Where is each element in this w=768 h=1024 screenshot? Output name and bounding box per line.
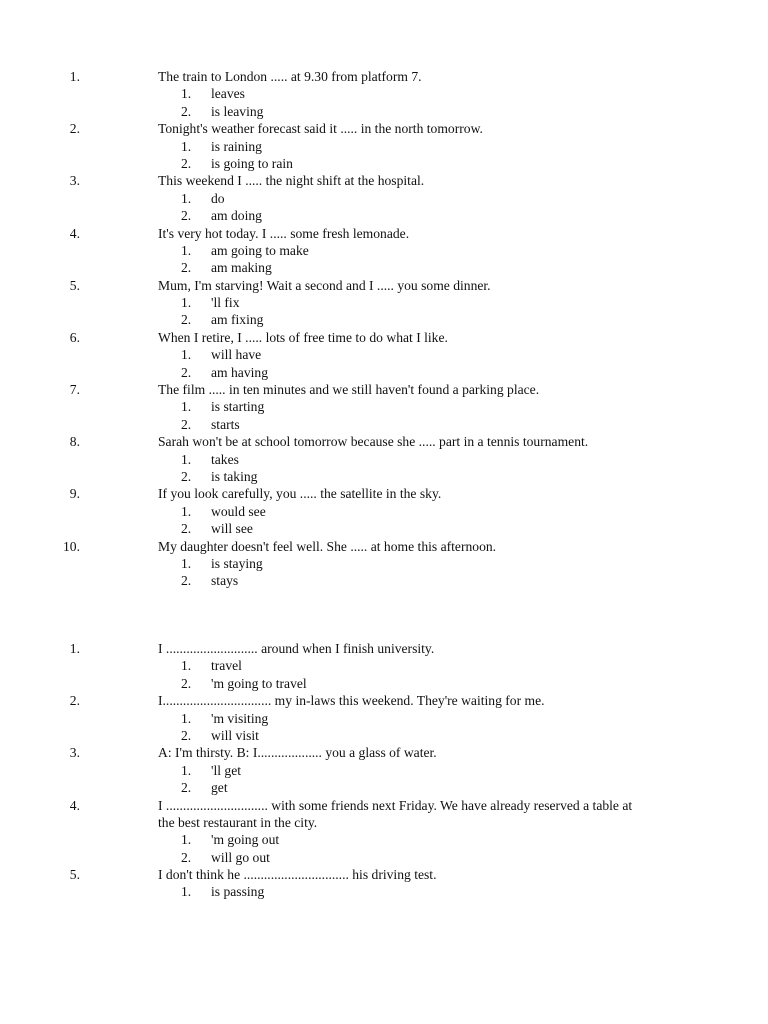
question-row <box>0 329 700 346</box>
question-text: Mum, I'm starving! Wait a second and I ..... you some dinner. <box>158 277 491 293</box>
option-number: 2. <box>181 468 192 484</box>
answer-option <box>0 190 700 207</box>
option-text: starts <box>211 416 240 432</box>
option-number: 2. <box>181 416 192 432</box>
question-text: When I retire, I ..... lots of free time to do what I like. <box>158 329 448 345</box>
option-text: do <box>211 190 225 206</box>
question-number: 4. <box>69 797 80 813</box>
question-text: I................................ my in-laws this weekend. They're waiting for me. <box>158 693 545 709</box>
question-row <box>0 277 700 294</box>
option-number: 2. <box>181 727 192 743</box>
option-text: travel <box>211 658 242 674</box>
answer-option <box>0 883 700 900</box>
question-number: 8. <box>69 434 80 450</box>
option-number: 1. <box>181 884 192 900</box>
option-text: am going to make <box>211 242 309 258</box>
question-row <box>0 225 700 242</box>
answer-option <box>0 294 700 311</box>
answer-option <box>0 710 700 727</box>
answer-option <box>0 468 700 485</box>
option-number: 1. <box>181 555 192 571</box>
option-number: 2. <box>181 208 192 224</box>
question-text: I don't think he ............................... his driving test. <box>158 867 437 883</box>
question-number: 9. <box>69 486 80 502</box>
option-text: is leaving <box>211 103 264 119</box>
option-text: will have <box>211 347 262 363</box>
answer-option <box>0 762 700 779</box>
option-text: takes <box>211 451 239 467</box>
answer-option <box>0 259 700 276</box>
answer-option <box>0 675 700 692</box>
question-number: 2. <box>69 121 80 137</box>
option-number: 1. <box>181 762 192 778</box>
answer-option <box>0 727 700 744</box>
option-text: is staying <box>211 555 263 571</box>
answer-option <box>0 85 700 102</box>
question-text: My daughter doesn't feel well. She ..... at home this afternoon. <box>158 538 497 554</box>
option-text: stays <box>211 573 239 589</box>
question-text: A: I'm thirsty. B: I................... you a glass of water. <box>158 745 437 761</box>
question-number: 3. <box>69 173 80 189</box>
option-text: is taking <box>211 468 258 484</box>
question-number: 10. <box>63 538 80 554</box>
answer-option <box>0 207 700 224</box>
option-number: 1. <box>181 86 192 102</box>
option-number: 1. <box>181 399 192 415</box>
option-number: 2. <box>181 675 192 691</box>
option-number: 2. <box>181 780 192 796</box>
option-number: 1. <box>181 190 192 206</box>
answer-option <box>0 346 700 363</box>
option-text: 'm visiting <box>211 710 269 726</box>
question-row <box>0 433 700 450</box>
question-row <box>0 485 700 502</box>
question-text: The train to London ..... at 9.30 from platform 7. <box>158 69 422 84</box>
option-text: am doing <box>211 208 262 224</box>
question-number: 5. <box>69 277 80 293</box>
option-text: will go out <box>211 849 270 865</box>
option-text: get <box>211 780 228 796</box>
option-number: 1. <box>181 242 192 258</box>
option-number: 2. <box>181 521 192 537</box>
question-row <box>0 120 700 137</box>
option-number: 1. <box>181 138 192 154</box>
option-text: leaves <box>211 86 245 102</box>
question-row <box>0 797 700 832</box>
option-text: will see <box>211 521 253 537</box>
option-number: 1. <box>181 451 192 467</box>
question-text: The film ..... in ten minutes and we still haven't found a parking place. <box>158 382 540 398</box>
question-text: I .............................. with some friends next Friday. We have already reserved a table at the best restaurant in the city. <box>158 797 633 830</box>
option-number: 2. <box>181 573 192 589</box>
option-number: 1. <box>181 503 192 519</box>
answer-option <box>0 155 700 172</box>
question-text: It's very hot today. I ..... some fresh lemonade. <box>158 225 410 241</box>
option-number: 1. <box>181 710 192 726</box>
exercise-section-2 <box>0 640 700 901</box>
option-number: 2. <box>181 364 192 380</box>
question-number: 2. <box>69 693 80 709</box>
answer-option <box>0 831 700 848</box>
question-number: 5. <box>69 867 80 883</box>
option-text: will visit <box>211 727 259 743</box>
question-number: 3. <box>69 745 80 761</box>
question-row <box>0 381 700 398</box>
option-text: is going to rain <box>211 155 293 171</box>
option-text: am having <box>211 364 269 380</box>
answer-option <box>0 311 700 328</box>
option-number: 1. <box>181 658 192 674</box>
answer-option <box>0 572 700 589</box>
answer-option <box>0 451 700 468</box>
option-text: 'll get <box>211 762 242 778</box>
option-text: am fixing <box>211 312 264 328</box>
option-number: 1. <box>181 295 192 311</box>
option-number: 2. <box>181 155 192 171</box>
question-text: If you look carefully, you ..... the satellite in the sky. <box>158 486 442 502</box>
option-number: 2. <box>181 260 192 276</box>
option-text: am making <box>211 260 272 276</box>
option-number: 2. <box>181 312 192 328</box>
option-text: 'll fix <box>211 295 240 311</box>
question-row <box>0 744 700 761</box>
question-number: 1. <box>69 641 80 656</box>
answer-option <box>0 503 700 520</box>
answer-option <box>0 416 700 433</box>
question-text: Tonight's weather forecast said it ..... in the north tomorrow. <box>158 121 483 137</box>
answer-option <box>0 657 700 674</box>
question-row <box>0 640 700 657</box>
option-number: 1. <box>181 832 192 848</box>
question-number: 1. <box>69 69 80 84</box>
option-text: 'm going to travel <box>211 675 307 691</box>
answer-option <box>0 779 700 796</box>
option-number: 2. <box>181 103 192 119</box>
option-number: 1. <box>181 347 192 363</box>
question-row <box>0 538 700 555</box>
question-row <box>0 692 700 709</box>
answer-option <box>0 103 700 120</box>
option-text: would see <box>211 503 266 519</box>
question-text: Sarah won't be at school tomorrow because she ..... part in a tennis tournament. <box>158 434 589 450</box>
option-text: is raining <box>211 138 262 154</box>
question-text: This weekend I ..... the night shift at the hospital. <box>158 173 425 189</box>
answer-option <box>0 849 700 866</box>
question-row <box>0 172 700 189</box>
option-number: 2. <box>181 849 192 865</box>
question-text: I ........................... around when I finish university. <box>158 641 435 656</box>
answer-option <box>0 520 700 537</box>
question-row <box>0 68 700 85</box>
answer-option <box>0 398 700 415</box>
question-number: 4. <box>69 225 80 241</box>
answer-option <box>0 138 700 155</box>
question-number: 6. <box>69 329 80 345</box>
answer-option <box>0 364 700 381</box>
answer-option <box>0 555 700 572</box>
exercise-section-1 <box>0 68 700 590</box>
option-text: is passing <box>211 884 265 900</box>
answer-option <box>0 242 700 259</box>
question-number: 7. <box>69 382 80 398</box>
option-text: is starting <box>211 399 265 415</box>
option-text: 'm going out <box>211 832 280 848</box>
question-row <box>0 866 700 883</box>
